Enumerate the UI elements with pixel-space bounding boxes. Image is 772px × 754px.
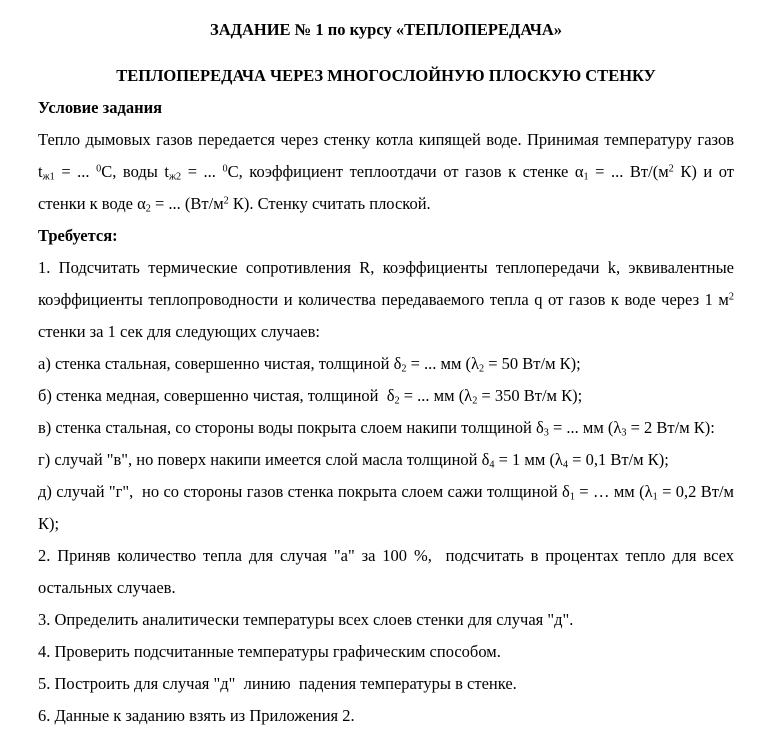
task-item-6: 6. Данные к заданию взять из Приложения 2.: [38, 706, 355, 725]
task-item-1v: в) стенка стальная, со стороны воды покрыта слоем накипи толщиной $\delta_3$ = ... мм ($\lambda_3 = 2$ Вт/м К):: [38, 418, 715, 439]
task-item-4: 4. Проверить подсчитанные температуры графическим способом.: [38, 642, 501, 661]
doc-subtitle: ТЕПЛОПЕРЕДАЧА ЧЕРЕЗ МНОГОСЛОЙНУЮ ПЛОСКУЮ СТЕНКУ: [116, 66, 656, 85]
doc-title: ЗАДАНИЕ № 1 по курсу «ТЕПЛОПЕРЕДАЧА»: [209, 20, 563, 39]
task-item-1: 1. Подсчитать термические сопротивления R, коэффициенты теплопередачи k, эквивалентные коэффициенты теплопроводности и количества передаваемого тепла q от газов к воде через 1 $м^2$ стенки за 1 сек для следующих случаев:: [38, 258, 734, 341]
task-item-1a: а) стенка стальная, совершенно чистая, толщиной $\delta_2$ = ... мм ($\lambda_2 = 50$ Вт/м К);: [38, 354, 581, 375]
required-heading: Требуется:: [38, 226, 118, 245]
task-item-1b: б) стенка медная, совершенно чистая, толщиной $\delta_2$ = ... мм ($\lambda_2 = 350$ Вт/м К);: [38, 386, 583, 407]
condition-heading: Условие задания: [38, 98, 163, 117]
task-item-1g: г) случай "в", но поверх накипи имеется слой масла толщиной $\delta_4 = 1$ мм ($\lambda_4 = 0,1$ Вт/м К);: [38, 450, 669, 471]
task-item-5: 5. Построить для случая "д" линию падения температуры в стенке.: [38, 674, 517, 693]
task-item-3: 3. Определить аналитически температуры всех слоев стенки для случая "д".: [38, 610, 574, 629]
task-item-1d: д) случай "г", но со стороны газов стенка покрыта слоем сажи толщиной $\delta_1$ = … мм ($\lambda_1 = 0,2$ Вт/м К);: [38, 482, 734, 533]
condition-paragraph: Тепло дымовых газов передается через стенку котла кипящей воде. Принимая температуру газов $t_{ж1}$ = ... $^0$С, воды $t_{ж2}$ = ... $^0$С, коэффициент теплоотдачи от газов к стенке $\alpha_1$ = ... $Вт/(м^2$ К) и от стенки к воде $\alpha_2$ = ... ($Вт/м^2$ К). Стенку считать плоской.: [38, 130, 734, 215]
task-item-2: 2. Приняв количество тепла для случая "а" за 100 %, подсчитать в процентах тепло для всех остальных случаев.: [38, 546, 734, 597]
